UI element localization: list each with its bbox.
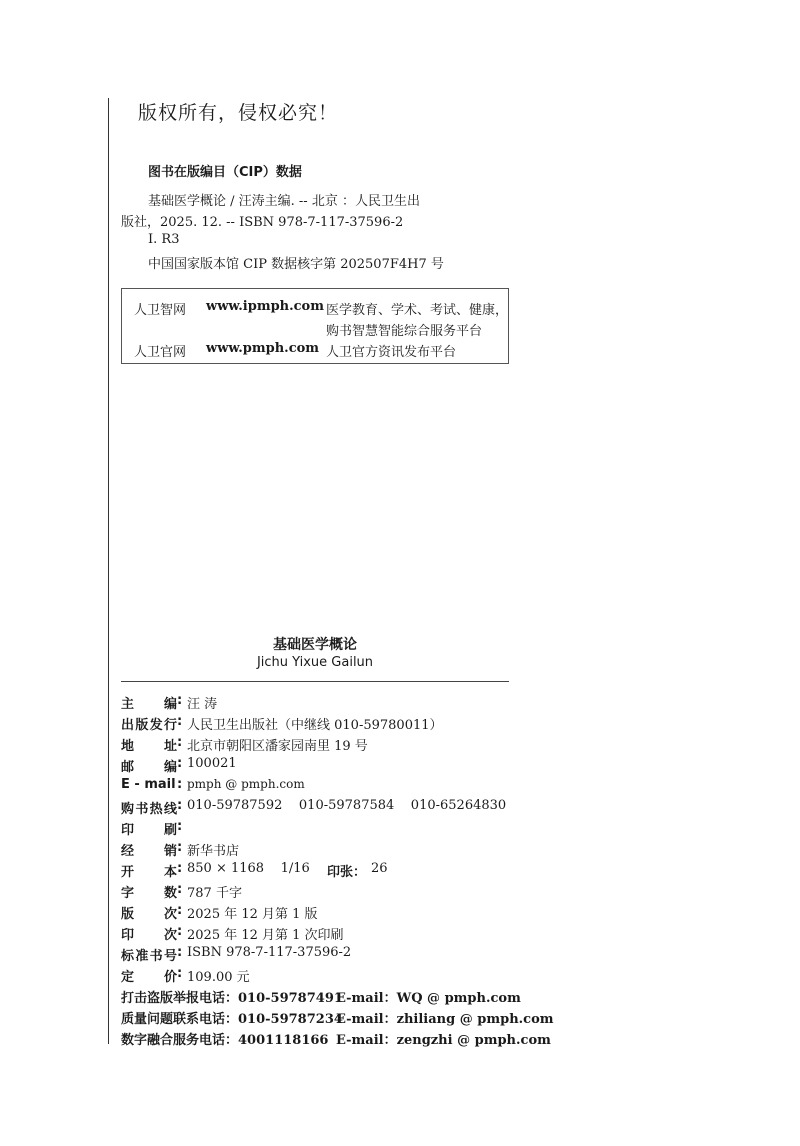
colon: : — [177, 777, 183, 792]
colon: : — [177, 882, 183, 897]
info-label: E - mail — [121, 777, 176, 792]
book-pinyin: Jichu Yixue Gailun — [256, 655, 374, 670]
info-label: 邮编 — [121, 760, 177, 775]
contact-label: 质量问题联系电话： — [121, 1012, 239, 1027]
info-value[interactable]: pmph @ pmph.com — [187, 777, 305, 791]
info-label: 版次 — [121, 907, 177, 922]
contact-label: 数字融合服务电话： — [121, 1033, 239, 1048]
info-value: 2025 年 12 月第 1 版 — [187, 907, 318, 922]
info-label: 出版发行 — [121, 718, 177, 733]
info-label: 地址 — [121, 739, 177, 754]
contact-email[interactable]: E-mail：zhiliang @ pmph.com — [336, 1012, 554, 1027]
colon: : — [177, 798, 183, 813]
contact-row-piracy — [121, 987, 521, 1006]
cip-line-3: Ⅰ. R3 — [148, 232, 180, 247]
website-desc: 人卫官方资讯发布平台 — [326, 345, 457, 360]
colon: : — [177, 714, 183, 729]
website-name: 人卫智网 — [134, 303, 187, 318]
contact-email[interactable]: E-mail：WQ @ pmph.com — [336, 991, 521, 1006]
contact-email[interactable]: E-mail：zengzhi @ pmph.com — [336, 1033, 551, 1048]
cip-line-2: 版社，2025. 12. -- ISBN 978-7-117-37596-2 — [121, 215, 404, 230]
info-label: 字数 — [121, 886, 177, 901]
info-value: 人民卫生出版社（中继线 010-59780011） — [187, 718, 443, 733]
sheets-value: 26 — [371, 861, 388, 876]
info-value: 100021 — [187, 756, 237, 771]
info-value: 850 × 1168 1/16 — [187, 861, 310, 876]
colon: : — [177, 861, 183, 876]
contact-number: 010-59787234 — [238, 1012, 343, 1027]
cip-line-4: 中国国家版本馆 CIP 数据核字第 202507F4H7 号 — [148, 257, 444, 272]
cip-line-1: 基础医学概论 / 汪涛主编. -- 北京 ：人民卫生出 — [148, 194, 420, 209]
colon: : — [177, 756, 183, 771]
cip-heading: 图书在版编目（CIP）数据 — [148, 165, 302, 180]
website-url[interactable]: www.ipmph.com — [206, 299, 324, 314]
website-row-ipmph-desc — [134, 320, 504, 340]
info-value: 109.00 元 — [187, 970, 250, 985]
colon: : — [177, 819, 183, 834]
info-value: 汪 涛 — [187, 697, 218, 712]
info-value: 010-59787592 010-59787584 010-65264830 — [187, 798, 507, 813]
contact-row-digital — [121, 1029, 551, 1048]
colon: : — [177, 966, 183, 981]
book-title: 基础医学概论 — [273, 637, 357, 653]
info-value: 787 千字 — [187, 886, 242, 901]
colon: : — [177, 693, 183, 708]
website-desc: 医学教育、学术、考试、健康， — [326, 303, 509, 318]
website-desc: 购书智慧智能综合服务平台 — [326, 324, 483, 339]
info-label: 定价 — [121, 970, 177, 985]
info-label: 印刷 — [121, 823, 177, 838]
colon: : — [177, 924, 183, 939]
contact-number: 4001118166 — [238, 1033, 329, 1048]
website-row-pmph — [134, 341, 504, 361]
info-value: ISBN 978-7-117-37596-2 — [187, 945, 352, 960]
info-label: 开本 — [121, 865, 177, 880]
divider — [121, 681, 509, 682]
info-value: 2025 年 12 月第 1 次印刷 — [187, 928, 344, 943]
info-value: 新华书店 — [187, 844, 240, 859]
website-row-ipmph — [134, 299, 509, 319]
website-url[interactable]: www.pmph.com — [206, 341, 320, 356]
copyright-notice: 版权所有，侵权必究！ — [138, 102, 339, 124]
contact-row-quality — [121, 1008, 554, 1027]
info-label: 印次 — [121, 928, 177, 943]
info-label: 标准书号 — [121, 949, 177, 964]
contact-number: 010-59787491 — [238, 991, 343, 1006]
info-value: 北京市朝阳区潘家园南里 19 号 — [187, 739, 368, 754]
website-name: 人卫官网 — [134, 345, 187, 360]
contact-label: 打击盗版举报电话： — [121, 991, 239, 1006]
margin-rule — [108, 98, 109, 1044]
website-info-box — [121, 288, 509, 364]
info-label: 主编 — [121, 697, 177, 712]
colon: : — [177, 903, 183, 918]
colon: : — [177, 945, 183, 960]
info-label: 经销 — [121, 844, 177, 859]
colon: : — [177, 840, 183, 855]
sheets-label: 印张： — [327, 865, 367, 880]
info-label: 购书热线 — [121, 802, 177, 817]
colon: : — [177, 735, 183, 750]
